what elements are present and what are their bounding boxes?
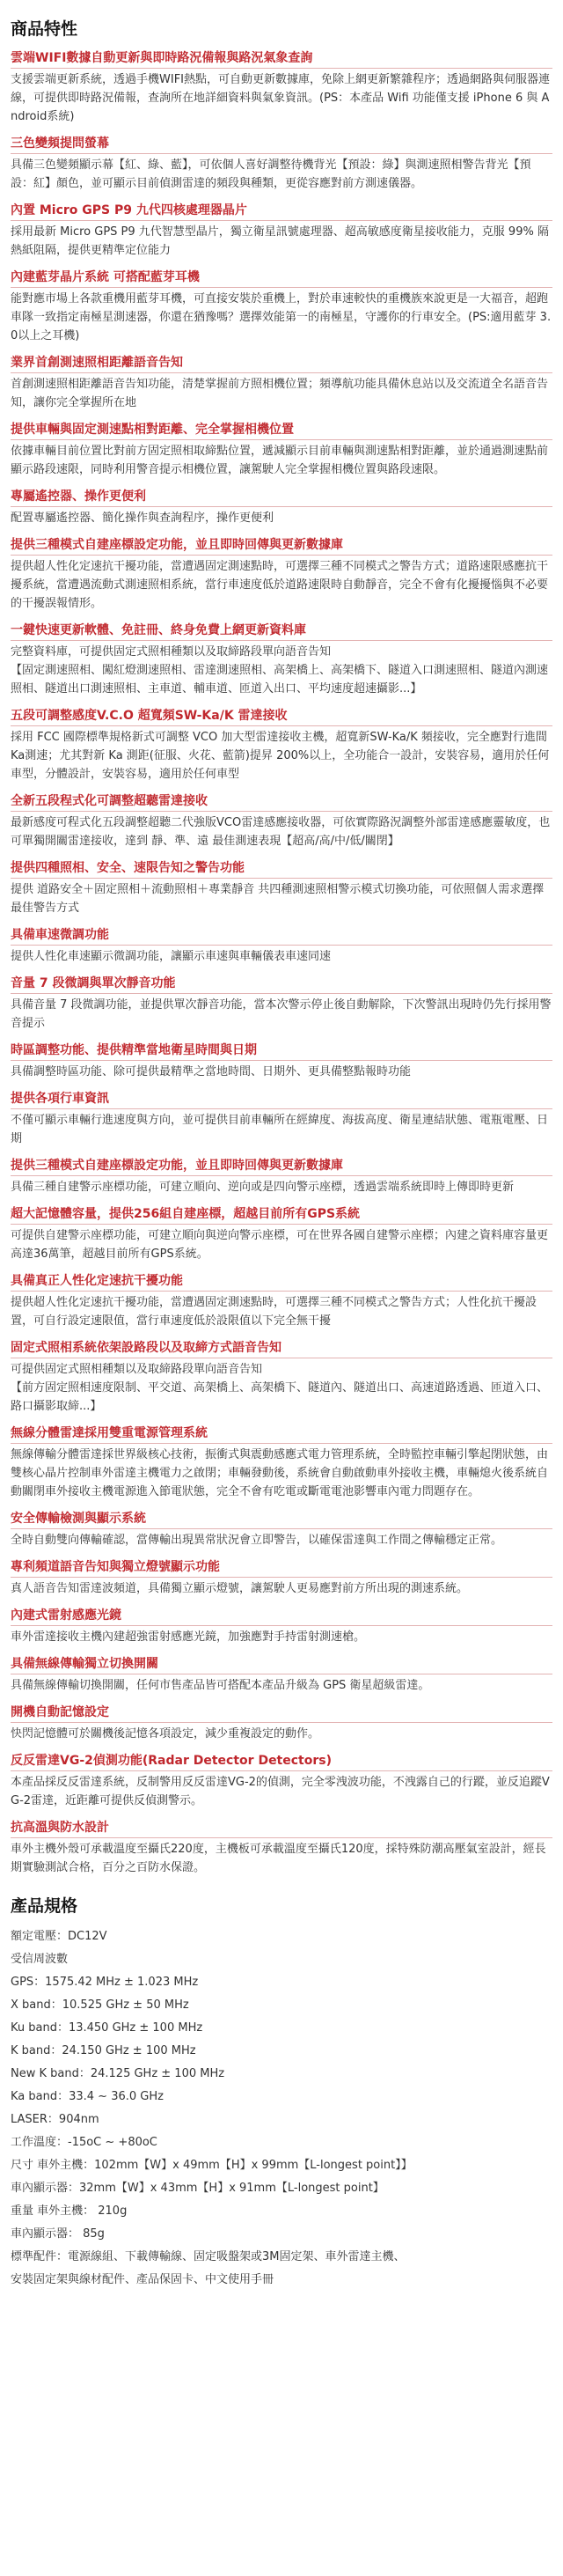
feature-body: 提供 道路安全＋固定照相＋流動照相＋專業靜音 共四種測速照相警示模式切換功能，可依照個人需求選擇最佳警告方式 bbox=[11, 883, 545, 915]
feature-title: 專利頻道語音告知與獨立燈號顯示功能 bbox=[11, 1557, 552, 1578]
feature-title: 開機自動記憶設定 bbox=[11, 1703, 552, 1723]
feature-body: 真人語音告知雷達波頻道，具備獨立顯示燈號，讓駕駛人更易應對前方所出現的測速系統。 bbox=[11, 1582, 469, 1595]
feature-title: 具備車速微調功能 bbox=[11, 925, 552, 946]
feature-item bbox=[11, 1818, 552, 1877]
feature-item bbox=[11, 1509, 552, 1549]
feature-item bbox=[11, 706, 552, 784]
feature-item bbox=[11, 974, 552, 1033]
feature-title: 提供車輛與固定測速點相對距離、完全掌握相機位置 bbox=[11, 420, 552, 440]
feature-item bbox=[11, 1338, 552, 1416]
feature-body: 最新感度可程式化五段調整超聽二代強版VCO雷達感應接收器，可依實際路況調整外部雷達感應靈敏度，也可單獨開關雷達接收，達到 靜、準、遠 最佳測速表現【超高/高/中/低/關閉】 bbox=[11, 816, 551, 848]
feature-item bbox=[11, 1424, 552, 1501]
feature-body: 首創測速照相距離語音告知功能，清楚掌握前方照相機位置；頻導航功能具備休息站以及交流道全名語音告知，讓你完全掌握所在地 bbox=[11, 378, 549, 409]
feature-title: 具備真正人性化定速抗干擾功能 bbox=[11, 1271, 552, 1292]
feature-body: 具備調整時區功能、除可提供最精準之當地時間、日期外、更具備整點報時功能 bbox=[11, 1065, 412, 1078]
feature-body: 全時自動雙向傳輸確認，當傳輸出現異常狀況會立即警告，以確保雷達與工作間之傳輸穩定正常。 bbox=[11, 1534, 503, 1547]
feature-title: 內置 Micro GPS P9 九代四核處理器晶片 bbox=[11, 201, 552, 221]
features-heading: 商品特性 bbox=[11, 19, 78, 39]
feature-item bbox=[11, 1557, 552, 1598]
feature-body: 提供超人性化定速抗干擾功能，當遭遇固定測速點時，可選擇三種不同模式之警告方式；人性化抗干擾設置，可自行設定速限值，當行車速度低於設限值以下完全無干擾 bbox=[11, 1296, 537, 1328]
feature-item bbox=[11, 925, 552, 966]
spec-line: New K band：24.125 GHz ± 100 MHz bbox=[11, 2067, 225, 2080]
feature-body: 不僅可顯示車輛行進速度與方向，並可提供目前車輛所在經緯度、海拔高度、衛星連結狀態、電瓶電壓、日期 bbox=[11, 1114, 549, 1145]
feature-body: 具備三種自建警示座標功能，可建立順向、逆向或是四向警示座標，透過雲端系統即時上傳即時更新 bbox=[11, 1181, 515, 1194]
feature-item bbox=[11, 487, 552, 527]
feature-body: 採用最新 Micro GPS P9 九代智慧型晶片，獨立衛星訊號處理器、超高敏感度衛星接收能力，克服 99% 隔熱紙阻隔，提供更精準定位能力 bbox=[11, 225, 549, 257]
feature-title: 專屬遙控器、操作更便利 bbox=[11, 487, 552, 507]
feature-item bbox=[11, 1271, 552, 1330]
feature-item bbox=[11, 791, 552, 850]
feature-body: 依據車輛目前位置比對前方固定照相取締點位置，遞減顯示目前車輛與測速點相對距離，並於通過測速點前顯示路段速限，同時利用警音提示相機位置，讓駕駛人完全掌握相機位置與路段速限。 bbox=[11, 445, 549, 476]
feature-title: 提供各項行車資訊 bbox=[11, 1089, 552, 1109]
feature-body: 車外雷達接收主機內建超強雷射感應光鏡，加強應對手持雷射測速槍。 bbox=[11, 1630, 366, 1644]
spec-line: Ka band：33.4 ~ 36.0 GHz bbox=[11, 2090, 164, 2103]
feature-title: 反反雷達VG-2偵測功能(Radar Detector Detectors) bbox=[11, 1751, 552, 1771]
feature-body: 可提供自建警示座標功能，可建立順向與逆向警示座標，可在世界各國自建警示座標；內建之資料庫容量更高達36萬筆，超越目前所有GPS系統。 bbox=[11, 1229, 549, 1261]
feature-body: 無線傳輸分體雷達採世界級核心技術，振衝式與震動感應式電力管理系統，全時監控車輛引擎起閉狀態，由雙核心晶片控制車外雷達主機電力之啟閉；車輛發動後，系統會自動啟動車外接收主機，車輛熄火後系統自動關閉車外接收主機電源進入節電狀態，完全不會有吃電或斷電電池影響車內電力問題存在。 bbox=[11, 1448, 549, 1498]
spec-line: 尺寸 車外主機：102mm【W】x 49mm【H】x 99mm【L-longest point】】 bbox=[11, 2159, 413, 2172]
feature-body: 具備無線傳輸切換開關，任何市售產品皆可搭配本產品升級為 GPS 衛星超級雷達。 bbox=[11, 1679, 430, 1692]
feature-body: 快閃記憶體可於關機後記憶各項設定，減少重複設定的動作。 bbox=[11, 1727, 320, 1741]
feature-title: 提供三種模式自建座標設定功能，並且即時回傳與更新數據庫 bbox=[11, 1156, 552, 1176]
feature-title: 超大記憶體容量，提供256組自建座標，超越目前所有GPS系統 bbox=[11, 1204, 552, 1225]
feature-title: 抗高溫與防水設計 bbox=[11, 1818, 552, 1838]
feature-title: 全新五段程式化可調整超聽雷達接收 bbox=[11, 791, 552, 812]
feature-item bbox=[11, 353, 552, 412]
specs-heading: 產品規格 bbox=[11, 1896, 78, 1916]
feature-title: 一鍵快速更新軟體、免註冊、終身免費上網更新資料庫 bbox=[11, 621, 552, 641]
feature-title: 內建藍芽晶片系統 可搭配藍芽耳機 bbox=[11, 268, 552, 288]
feature-body: 本產品採反反雷達系統，反制警用反反雷達VG-2的偵測，完全零洩波功能，不洩露自己的行蹤，並反追蹤VG-2雷達，近距離可提供反偵測警示。 bbox=[11, 1776, 550, 1807]
feature-item bbox=[11, 1204, 552, 1263]
feature-title: 業界首創測速照相距離語音告知 bbox=[11, 353, 552, 373]
feature-title: 五段可調整感度V.C.O 超寬頻SW-Ka/K 雷達接收 bbox=[11, 706, 552, 726]
feature-title: 具備無線傳輸獨立切換開關 bbox=[11, 1654, 552, 1674]
feature-item bbox=[11, 1703, 552, 1743]
feature-item bbox=[11, 1751, 552, 1810]
feature-item bbox=[11, 1041, 552, 1081]
specs-section bbox=[11, 1893, 552, 2292]
feature-body: 提供超人性化定速抗干擾功能，當遭遇固定測速點時，可選擇三種不同模式之警告方式；道路速限感應抗干擾系統，當遭遇流動式測速照相系統，當行車速度低於道路速限時自動靜音，完全不會有化擾擾惱與不必要的干擾誤報情形。 bbox=[11, 560, 549, 610]
feature-list bbox=[11, 48, 552, 1877]
spec-line: 標準配件：電源線組、下載傳輸線、固定吸盤架或3M固定架、車外雷達主機、 bbox=[11, 2250, 406, 2263]
spec-line: 車內顯示器：32mm【W】x 43mm【H】x 91mm【L-longest point】 bbox=[11, 2182, 384, 2195]
feature-item bbox=[11, 420, 552, 479]
feature-body: 能對應市場上各款重機用藍芽耳機，可直接安裝於重機上，對於車速較快的重機族來說更是一大福音，超跑車隊一致指定南極星測速器，你還在猶豫嗎？選擇效能第一的南極星，守護你的行車安全。(PS:適用藍芽 3.0以上之耳機) bbox=[11, 292, 552, 342]
feature-item bbox=[11, 1156, 552, 1196]
spec-line: 受信周波數 bbox=[11, 1953, 69, 1966]
feature-item bbox=[11, 535, 552, 613]
feature-body: 具備音量 7 段微調功能，並提供單次靜音功能，當本次警示停止後自動解除，下次警訊出現時仍先行採用警音提示 bbox=[11, 998, 552, 1030]
feature-body: 車外主機外殼可承載溫度至攝氏220度，主機板可承載溫度至攝氏120度，採特殊防潮高壓氣室設計，經長期實驗測試合格，百分之百防水保證。 bbox=[11, 1843, 546, 1874]
spec-line: K band：24.150 GHz ± 100 MHz bbox=[11, 2044, 196, 2057]
feature-body: 配置專屬遙控器、簡化操作與查詢程序，操作更便利 bbox=[11, 512, 274, 525]
feature-title: 三色變頻提問螢幕 bbox=[11, 134, 552, 154]
feature-item bbox=[11, 134, 552, 193]
feature-title: 雲端WIFI數據自動更新與即時路況備報與路況氣象查詢 bbox=[11, 48, 552, 69]
spec-line: 重量 車外主機： 210g bbox=[11, 2204, 128, 2218]
spec-line: 車內顯示器： 85g bbox=[11, 2227, 105, 2241]
feature-body: 完整資料庫，可提供固定式照相種類以及取締路段單向語音告知 【固定測速照相、闖紅燈測速照相、雷達測速照相、高架橋上、高架橋下、隧道入口測速照相、隧道內測速照相、隧道出口測速照相、主車道、輔車道、匝道入出口、平均速度超速攝影...】 bbox=[11, 645, 549, 696]
feature-item bbox=[11, 858, 552, 917]
feature-title: 音量 7 段微調與單次靜音功能 bbox=[11, 974, 552, 994]
spec-line: 額定電壓：DC12V bbox=[11, 1930, 107, 1943]
feature-title: 安全傳輸檢測與顯示系統 bbox=[11, 1509, 552, 1529]
feature-body: 可提供固定式照相種類以及取締路段單向語音告知 【前方固定照相速度限制、平交道、高架橋上、高架橋下、隧道內、隧道出口、高速道路透過、匝道入口、路口攝影取締...】 bbox=[11, 1363, 549, 1413]
spec-line: GPS：1575.42 MHz ± 1.023 MHz bbox=[11, 1976, 199, 1989]
feature-item bbox=[11, 1654, 552, 1695]
feature-title: 內建式雷射感應光鏡 bbox=[11, 1606, 552, 1626]
spec-list bbox=[11, 1925, 552, 2292]
feature-item bbox=[11, 621, 552, 698]
spec-line: X band：10.525 GHz ± 50 MHz bbox=[11, 1998, 189, 2012]
spec-line: Ku band：13.450 GHz ± 100 MHz bbox=[11, 2021, 203, 2035]
feature-title: 固定式照相系統依架設路段以及取締方式語音告知 bbox=[11, 1338, 552, 1358]
spec-line: LASER：904nm bbox=[11, 2113, 99, 2126]
feature-body: 採用 FCC 國際標準規格新式可調整 VCO 加大型雷達接收主機，超寬新SW-Ka/K 頻接收，完全應對行進間Ka測速；尤其對新 Ka 測距(征服、火花、藍箭)提昇 200%以上，全功能合一設計，安裝容易，適用於任何車型，分體設計，安裝容易，適用於任何車型 bbox=[11, 731, 550, 781]
feature-body: 支援雲端更新系統，透過手機WIFI熱點，可自動更新數據庫，免除上網更新繁雜程序；透過網路與伺服器連線，可提供即時路況備報，查詢所在地詳細資料與氣象資訊。(PS：本產品 Wifi 功能僅支援 iPhone 6 與 Android系統) bbox=[11, 73, 551, 123]
spec-line: 工作溫度：-15oC ~ +80oC bbox=[11, 2136, 157, 2149]
feature-item bbox=[11, 201, 552, 260]
spec-line: 安裝固定架與線材配件、產品保固卡、中文使用手冊 bbox=[11, 2273, 274, 2286]
feature-body: 提供人性化車速顯示微調功能，讓顯示車速與車輛儀表車速同速 bbox=[11, 950, 332, 963]
feature-item bbox=[11, 1089, 552, 1148]
feature-item bbox=[11, 1606, 552, 1646]
feature-title: 提供三種模式自建座標設定功能，並且即時回傳與更新數據庫 bbox=[11, 535, 552, 556]
feature-title: 時區調整功能、提供精準當地衛星時間與日期 bbox=[11, 1041, 552, 1061]
feature-title: 提供四種照相、安全、速限告知之警告功能 bbox=[11, 858, 552, 879]
feature-title: 無線分體雷達採用雙重電源管理系統 bbox=[11, 1424, 552, 1444]
feature-body: 具備三色變頻顯示幕【紅、綠、藍】，可依個人喜好調整待機背光【預設：綠】與測速照相警告背光【預設：紅】顏色，並可顯示目前偵測雷達的頻段與種類，更從容應對前方測速儀器。 bbox=[11, 158, 531, 190]
feature-item bbox=[11, 48, 552, 126]
feature-item bbox=[11, 268, 552, 345]
